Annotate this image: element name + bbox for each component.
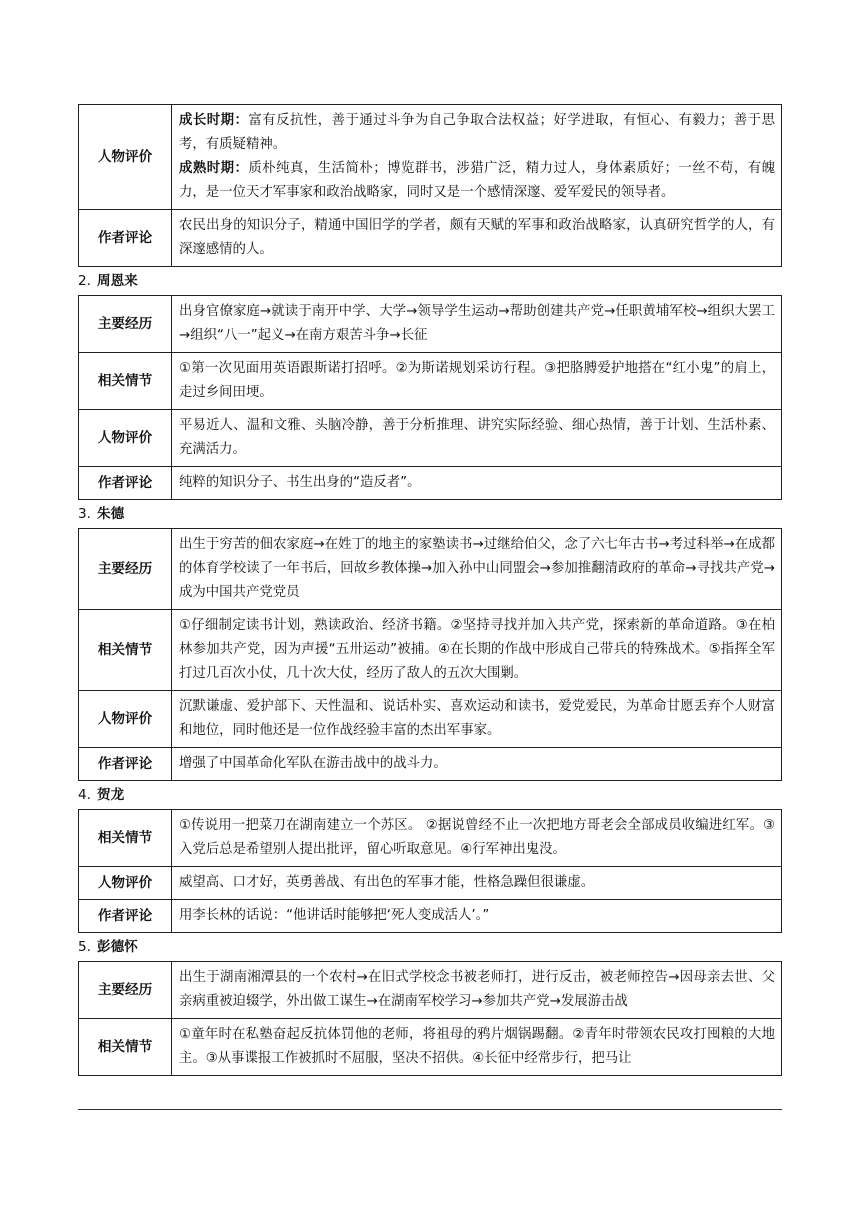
eval-mature-text: 质朴纯真，生活简朴；博览群书，涉猎广泛，精力过人，身体素质好；一丝不苟，有魄力，是一位天才军事家和政治战略家，同时又是一个感情深邃、爱军爱民的领导者。 [179,161,775,200]
table-row [79,748,782,781]
table-row [79,467,782,500]
row-content: 用李长林的话说：“他讲话时能够把‘死人变成活人’。” [172,900,782,933]
table-row [79,900,782,933]
table-row [79,353,782,410]
row-content: 农民出身的知识分子，精通中国旧学的学者，颇有天赋的军事和政治战略家，认真研究哲学的人，有深邃感情的人。 [172,210,782,267]
row-label: 作者评论 [79,900,172,933]
row-label: 作者评论 [79,467,172,500]
row-content: 出生于穷苦的佃农家庭→在姓丁的地主的家塾读书→过继给伯父，念了六七年古书→考过科举→在成都的体育学校读了一年书后，回故乡教体操→加入孙中山同盟会→参加推翻清政府的革命→寻找共产党→成为中国共产党党员 [172,529,782,610]
section-heading-peng [78,936,782,958]
row-content: 出身官僚家庭→就读于南开中学、大学→领导学生运动→帮助创建共产党→任职黄埔军校→组织大罢工→组织“八一”起义→在南方艰苦斗争→长征 [172,296,782,353]
document-page [78,104,782,1076]
eval-growth-text: 富有反抗性，善于通过斗争为自己争取合法权益；好学进取，有恒心、有毅力；善于思考，有质疑精神。 [179,113,775,152]
table-row [79,210,782,267]
row-label: 主要经历 [79,529,172,610]
eval-mature-label: 成熟时期： [179,161,249,176]
section-number: 3. [78,506,91,522]
row-label: 主要经历 [79,962,172,1019]
row-label: 人物评价 [79,691,172,748]
he-table [78,809,782,933]
table-row [79,529,782,610]
table-row [79,810,782,867]
table-row [79,610,782,691]
row-content: 纯粹的知识分子、书生出身的“造反者”。 [172,467,782,500]
row-label: 相关情节 [79,1019,172,1076]
section-title: 彭德怀 [96,939,138,955]
eval-mature [179,157,775,205]
section-number: 4. [78,787,91,803]
section-heading-zhou [78,270,782,292]
table-row [79,410,782,467]
row-label: 人物评价 [79,410,172,467]
table-row [79,296,782,353]
row-content: 沉默谦虚、爱护部下、天性温和、说话朴实、喜欢运动和读书，爱党爱民，为革命甘愿丢弃个人财富和地位，同时他还是一位作战经验丰富的杰出军事家。 [172,691,782,748]
row-content: 增强了中国革命化军队在游击战中的战斗力。 [172,748,782,781]
section-number: 5. [78,939,91,955]
row-label: 相关情节 [79,610,172,691]
row-content: ①第一次见面用英语跟斯诺打招呼。②为斯诺规划采访行程。③把胳膊爱护地搭在“红小鬼”的肩上，走过乡间田埂。 [172,353,782,410]
row-content: ①传说用一把菜刀在湖南建立一个苏区。 ②据说曾经不止一次把地方哥老会全部成员收编进红军。③入党后总是希望别人提出批评，留心听取意见。④行军神出鬼没。 [172,810,782,867]
section-heading-he [78,784,782,806]
row-content: 威望高、口才好，英勇善战、有出色的军事才能，性格急躁但很谦虚。 [172,867,782,900]
table-row [79,867,782,900]
table-row [79,962,782,1019]
section-number: 2. [78,273,91,289]
row-label: 作者评论 [79,210,172,267]
row-content: ①仔细制定读书计划，熟读政治、经济书籍。②坚持寻找并加入共产党，探索新的革命道路。③在柏林参加共产党，因为声援“五卅运动”被捕。④在长期的作战中形成自己带兵的特殊战术。⑤指挥全军打过几百次小仗，几十次大仗，经历了敌人的五次大围剿。 [172,610,782,691]
page-footer-rule [78,1109,782,1110]
section-title: 朱德 [96,506,125,522]
table-row [79,105,782,210]
zhou-table [78,295,782,500]
mao-table [78,104,782,267]
row-label: 主要经历 [79,296,172,353]
row-label: 人物评价 [79,105,172,210]
row-label: 人物评价 [79,867,172,900]
row-label: 作者评论 [79,748,172,781]
eval-growth [179,109,775,157]
row-content [172,105,782,210]
table-row [79,691,782,748]
section-title: 周恩来 [96,273,138,289]
zhu-table [78,528,782,781]
row-content: 平易近人、温和文雅、头脑冷静，善于分析推理、讲究实际经验、细心热情，善于计划、生活朴素、充满活力。 [172,410,782,467]
table-row [79,1019,782,1076]
section-heading-zhu [78,503,782,525]
eval-growth-label: 成长时期： [179,113,249,128]
row-label: 相关情节 [79,810,172,867]
peng-table [78,961,782,1076]
section-title: 贺龙 [96,787,125,803]
row-label: 相关情节 [79,353,172,410]
row-content: ①童年时在私塾奋起反抗体罚他的老师，将祖母的鸦片烟锅踢翻。②青年时带领农民攻打囤粮的大地主。③从事谍报工作被抓时不屈服，坚决不招供。④长征中经常步行，把马让 [172,1019,782,1076]
row-content: 出生于湖南湘潭县的一个农村→在旧式学校念书被老师打，进行反击，被老师控告→因母亲去世、父亲病重被迫辍学，外出做工谋生→在湖南军校学习→参加共产党→发展游击战 [172,962,782,1019]
